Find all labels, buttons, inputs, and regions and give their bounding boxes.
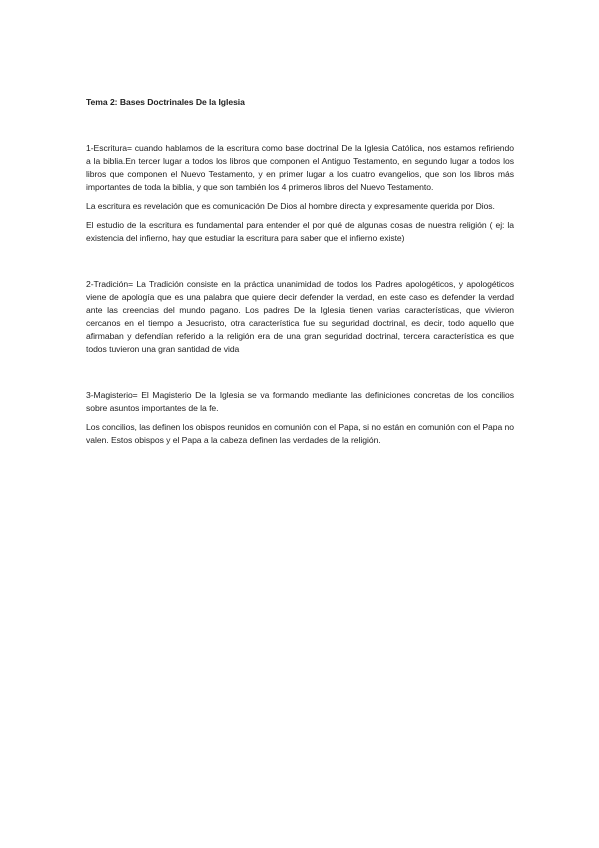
paragraph: 3-Magisterio= El Magisterio De la Iglesia se va formando mediante las definiciones concretas de los concilios sobre asuntos importantes de la fe.	[86, 390, 514, 413]
section-tradicion	[86, 278, 514, 356]
paragraph: El estudio de la escritura es fundamental para entender el por qué de algunas cosas de nuestra religión ( ej: la existencia del infierno, hay que estudiar la escritura para saber que el infierno existe)	[86, 220, 514, 243]
paragraph: La escritura es revelación que es comunicación De Dios al hombre directa y expresamente querida por Dios.	[86, 201, 495, 211]
section-magisterio	[86, 389, 514, 447]
paragraph: 2-Tradición= La Tradición consiste en la práctica unanimidad de todos los Padres apologéticos, y apologéticos viene de apología que es una palabra que quiere decir defender la verdad, en este caso es defender la verdad ante las creencias del mundo pagano. Los padres De la Iglesia tienen varias características, que vivieron cercanos en el tiempo a Jesucristo, otra característica fue su seguridad doctrinal, es decir, todo aquello que afirmaban y defendían referido a la religión era de una gran seguridad doctrinal, tercera característica es que todos tuvieron una gran santidad de vida	[86, 279, 514, 354]
document-body	[86, 96, 514, 453]
paragraph: Los concilios, las definen los obispos reunidos en comunión con el Papa, si no están en comunión con el Papa no valen. Estos obispos y el Papa a la cabeza definen las verdades de la religión.	[86, 422, 514, 445]
document-title: Tema 2: Bases Doctrinales De la Iglesia	[86, 97, 245, 107]
paragraph: 1-Escritura= cuando hablamos de la escritura como base doctrinal De la Iglesia Católica, nos estamos refiriendo a la biblia.En tercer lugar a todos los libros que componen el Antiguo Testamento, en segundo lugar a todos los libros que componen el Nuevo Testamento, y en primer lugar a los cuatro evangelios, que son los libros más importantes de toda la biblia, y que son también los 4 primeros libros del Nuevo Testamento.	[86, 143, 514, 192]
section-escritura	[86, 142, 514, 245]
